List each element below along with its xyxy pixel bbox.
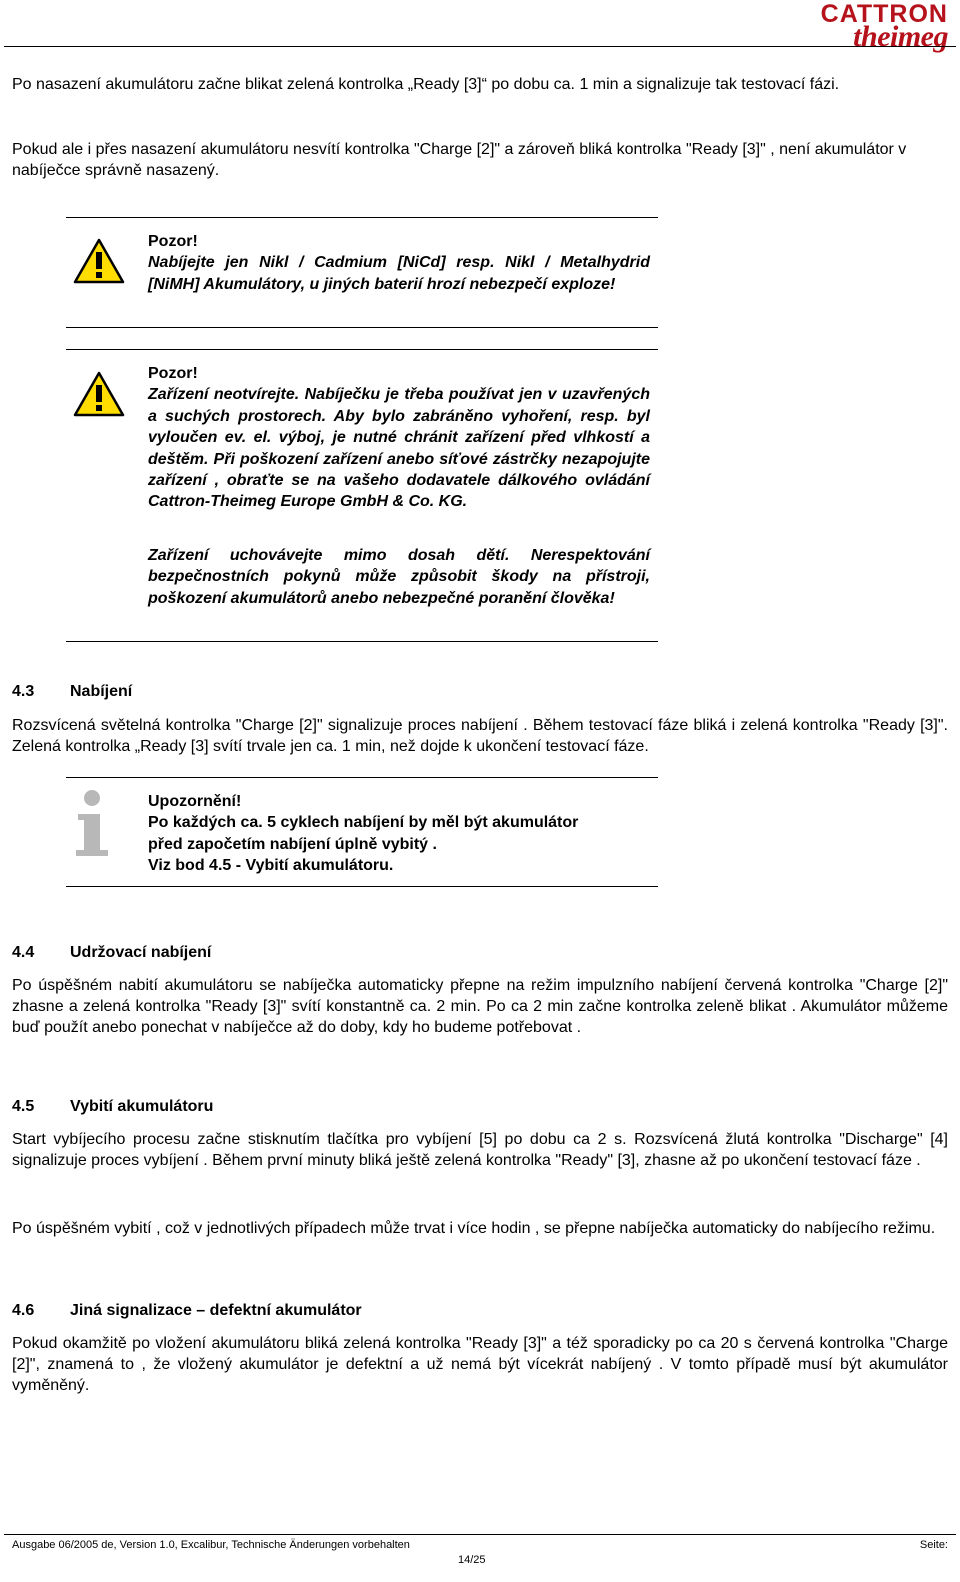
section-title: Nabíjení xyxy=(70,683,133,700)
section-title: Vybití akumulátoru xyxy=(70,1098,214,1115)
info-icon xyxy=(72,790,112,858)
intro-paragraph-2: Pokud ale i přes nasazení akumulátoru nesvítí kontrolka "Charge [2]" a zároveň bliká kontrolka "Ready [3]" , není akumulátor v nabíječce správně nasazený. xyxy=(12,141,907,179)
section-4-5-paragraph-2: Po úspěšném vybití , což v jednotlivých případech může trvat i více hodin , se přepne nabíječka automaticky do nabíjecího režimu. xyxy=(12,1220,936,1237)
warning-1-top-rule xyxy=(66,217,658,218)
notice-line-1: Po každých ca. 5 cyklech nabíjení by měl být akumulátor xyxy=(148,814,579,832)
intro-paragraph-1: Po nasazení akumulátoru začne blikat zelená kontrolka „Ready [3]“ po dobu ca. 1 min a signalizuje tak testovací fázi. xyxy=(12,76,840,93)
section-4-3-paragraph: Rozsvícená světelná kontrolka "Charge [2]" signalizuje proces nabíjení . Během testovací fáze bliká i zelená kontrolka "Ready [3]". Zelená kontrolka „Ready [3] svítí trvale jen ca. 1 min, než dojde k ukončení testovací fáze. xyxy=(12,717,948,755)
section-4-4-heading xyxy=(12,942,211,963)
logo-line-1: CATTRON xyxy=(820,0,948,28)
warning-1-body: Nabíjejte jen Nikl / Cadmium [NiCd] resp. Nikl / Metalhydrid [NiMH] Akumulátory, u jiných baterií hrozí nebezpečí exploze! xyxy=(148,254,650,293)
warning-2-top-rule xyxy=(66,349,658,350)
section-4-5-paragraph-1: Start vybíjecího procesu začne stisknutím tlačítka pro vybíjení [5] po dobu ca 2 s. Rozsvícená žlutá kontrolka "Discharge" [4] signalizuje proces vybíjení . Během první minuty bliká ještě zelená kontrolka "Ready" [3], zhasne až po ukončení testovací fáze . xyxy=(12,1131,948,1169)
warning-1-bottom-rule xyxy=(66,327,658,328)
section-4-6-paragraph: Pokud okamžitě po vložení akumulátoru bliká zelená kontrolka "Ready [3]" a též sporadicky po ca 20 s červená kontrolka "Charge [2]", znamená to , že vložený akumulátor je defektní a už nemá být vícekrát nabíjený . V tomto případě musí být akumulátor vyměněný. xyxy=(12,1335,948,1394)
section-4-6-heading xyxy=(12,1300,362,1321)
warning-2-text-2 xyxy=(148,545,650,609)
notice-line-3: Viz bod 4.5 - Vybití akumulátoru. xyxy=(148,857,394,875)
section-number: 4.4 xyxy=(12,944,35,961)
section-number: 4.3 xyxy=(12,683,35,700)
logo-line-2: theimeg xyxy=(853,20,948,53)
section-title: Jiná signalizace – defektní akumulátor xyxy=(70,1302,362,1319)
notice-title: Upozornění! xyxy=(148,793,242,810)
section-4-4-paragraph: Po úspěšném nabití akumulátoru se nabíječka automaticky přepne na režim impulzního nabíjení červená kontrolka "Charge [2]" zhasne a zelená kontrolka "Ready [3]" svítí konstantně ca. 2 min. Po ca 2 min začne kontrolka zeleně blikat . Akumulátor můžeme buď použít anebo ponechat v nabíječce až do doby, kdy ho budeme potřebovat . xyxy=(12,977,948,1036)
cattron-theimeg-logo xyxy=(798,0,948,53)
notice-top-rule xyxy=(66,777,658,778)
footer-edition-text: Ausgabe 06/2005 de, Version 1.0, Excalibur, Technische Änderungen vorbehalten xyxy=(12,1539,410,1551)
warning-1-text xyxy=(148,231,650,295)
warning-2-bottom-rule xyxy=(66,641,658,642)
warning-2-body-2: Zařízení uchovávejte mimo dosah dětí. Nerespektování bezpečnostních pokynů může způsobit škody na přístroji, poškození akumulátorů anebo nebezpečné poranění člověka! xyxy=(148,547,650,607)
section-4-5-heading xyxy=(12,1096,213,1117)
warning-2-title: Pozor! xyxy=(148,365,198,382)
footer-page-label: Seite: xyxy=(919,1539,948,1551)
section-number: 4.5 xyxy=(12,1098,35,1115)
section-title: Udržovací nabíjení xyxy=(70,944,212,961)
warning-2-text xyxy=(148,363,650,513)
section-4-3-heading xyxy=(12,681,132,702)
notice-bottom-rule xyxy=(66,886,658,887)
section-number: 4.6 xyxy=(12,1302,35,1319)
warning-2-body-1: Zařízení neotvírejte. Nabíječku je třeba používat jen v uzavřených a suchých prostorech. Aby bylo zabráněno vyhoření, resp. byl vyloučen ev. el. výboj, je nutné chránit zařízení před vlhkostí a deštěm. Při poškození zařízení anebo síťové zástrčky nezapojujte zařízení , obraťte se na vašeho dodavatele dálkového ovládání Cattron-Theimeg Europe GmbH & Co. KG. xyxy=(148,386,650,511)
page-number: 14/25 xyxy=(458,1554,486,1566)
notice-line-2: před započetím nabíjení úplně vybitý . xyxy=(148,835,437,853)
footer-divider xyxy=(4,1534,956,1535)
warning-triangle-icon xyxy=(73,371,125,417)
header-divider xyxy=(4,46,956,47)
warning-triangle-icon xyxy=(73,238,125,284)
warning-1-title: Pozor! xyxy=(148,233,198,250)
notice-text xyxy=(148,791,650,877)
